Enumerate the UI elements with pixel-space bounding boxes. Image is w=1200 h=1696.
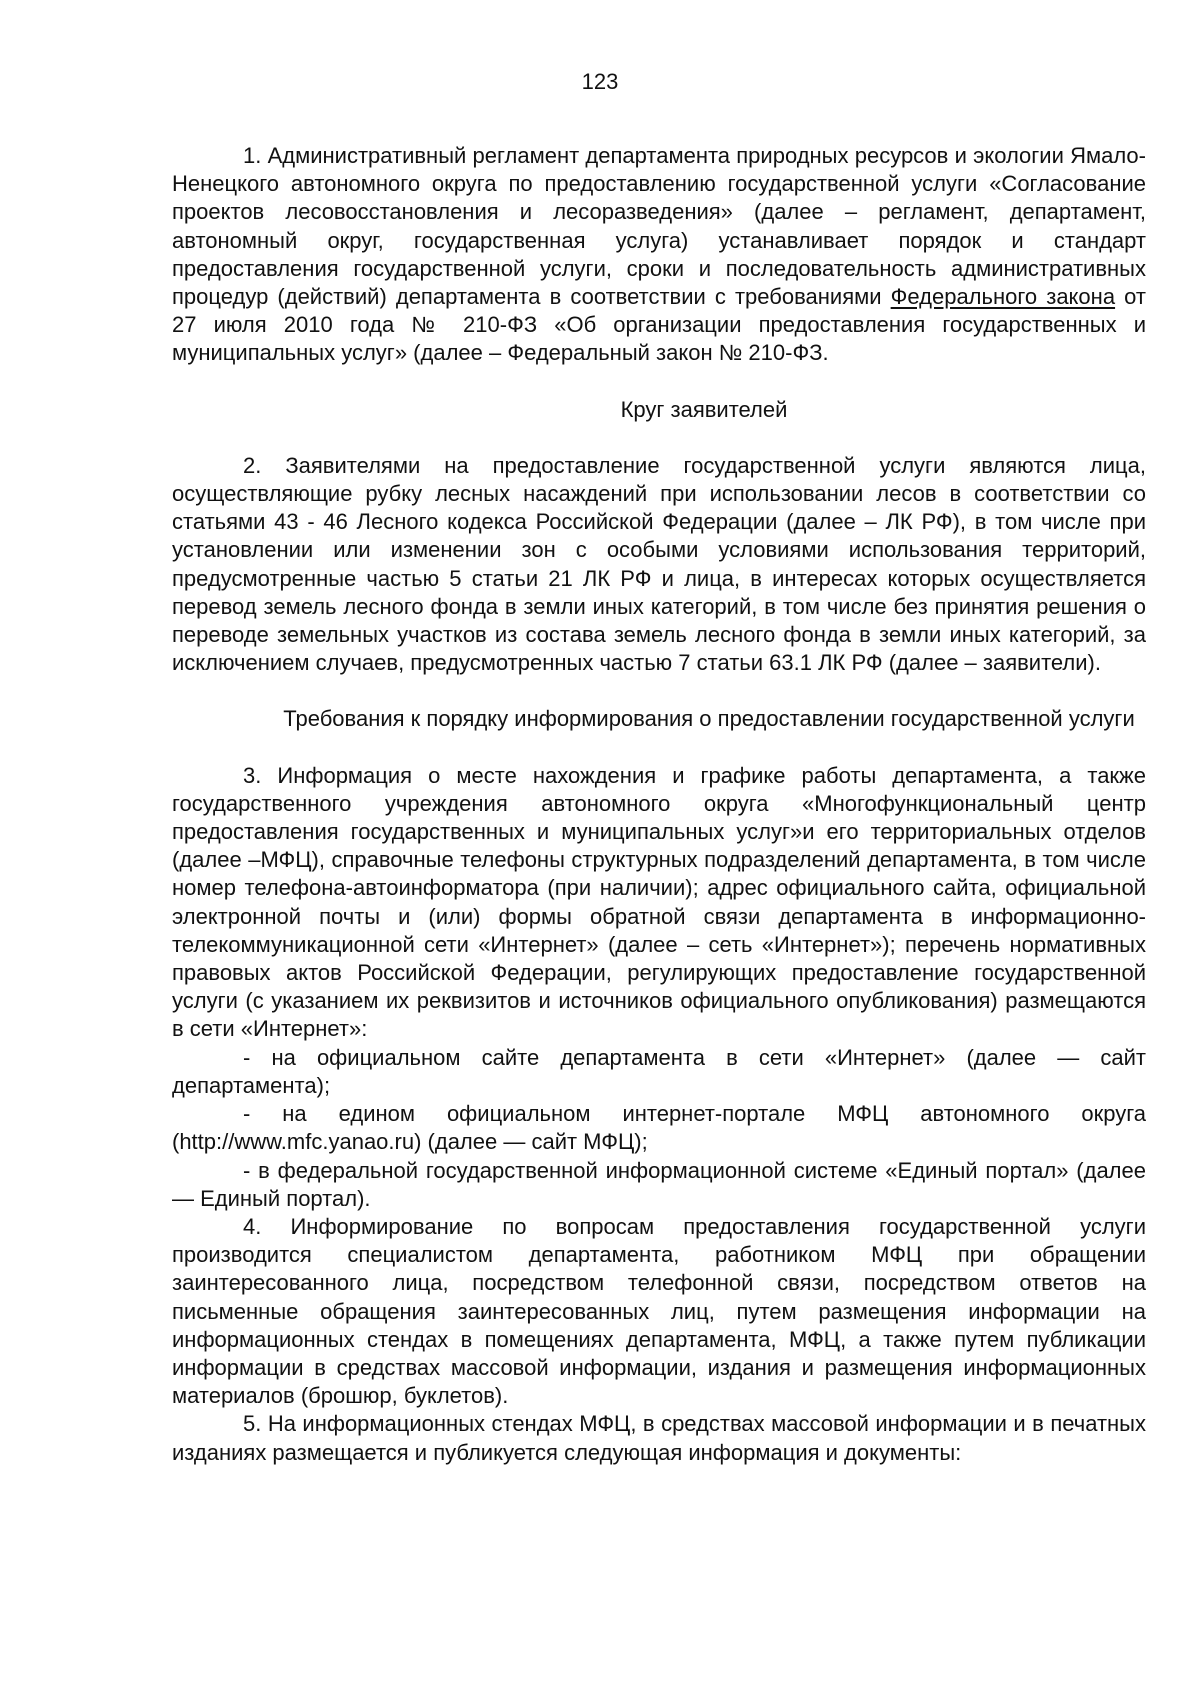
paragraph-2: 2. Заявителями на предоставление государственной услуги являются лица, осуществляющие рубку лесных насаждений при использовании лесов в соответствии со статьями 43 - 46 Лесного кодекса Российской Федерации (далее – ЛК РФ), в том числе при установлении или изменении зон с особыми условиями использования территорий, предусмотренные частью 5 статьи 21 ЛК РФ и лица, в интересах которых осуществляется перевод земель лесного фонда в земли иных категорий, в том числе без принятия решения о переводе земельных участков из состава земель лесного фонда в земли иных категорий, за исключением случаев, предусмотренных частью 7 статьи 63.1 ЛК РФ (далее – заявители). xyxy=(172,452,1146,676)
paragraph-4: 4. Информирование по вопросам предоставления государственной услуги производится специалистом департамента, работником МФЦ при обращении заинтересованного лица, посредством телефонной связи, посредством ответов на письменные обращения заинтересованных лиц, путем размещения информации на информационных стендах в помещениях департамента, МФЦ, а также путем публикации информации в средствах массовой информации, издания и размещения информационных материалов (брошюр, буклетов). xyxy=(172,1213,1146,1409)
document-body xyxy=(172,142,1146,1467)
list-item-department-site: - на официальном сайте департамента в сети «Интернет» (далее — сайт департамента); xyxy=(172,1044,1146,1098)
federal-law-link[interactable]: Федерального закона xyxy=(890,284,1116,310)
section-heading-information-requirements: Требования к порядку информирования о предоставлении государственной услуги xyxy=(283,706,1135,732)
page-number: 123 xyxy=(581,69,619,94)
section-heading-applicants: Круг заявителей xyxy=(620,396,788,422)
paragraph-1-text-end: от 27 июля 2010 года № 210-ФЗ «Об организации предоставления государственных и муниципальных услуг» (далее – Федеральный закон № 210-ФЗ. xyxy=(172,284,1146,366)
paragraph-1-text-start: 1. Административный регламент департамента природных ресурсов и экологии Ямало-Ненецкого автономного округа по предоставлению государственной услуги «Согласование проектов лесовосстановления и лесоразведения» (далее – регламент, департамент, автономный округ, государственная услуга) устанавливает порядок и стандарт предоставления государственной услуги, сроки и последовательность административных процедур (действий) департамента в соответствии с требованиями xyxy=(172,143,1146,310)
list-item-mfc-portal: - на едином официальном интернет-портале МФЦ автономного округа (http://www.mfc.yanao.ru) (далее — сайт МФЦ); xyxy=(172,1101,1146,1155)
paragraph-1 xyxy=(172,142,1146,368)
paragraph-5: 5. На информационных стендах МФЦ, в средствах массовой информации и в печатных изданиях размещается и публикуется следующая информация и документы: xyxy=(172,1411,1146,1465)
list-item-unified-portal: - в федеральной государственной информационной системе «Единый портал» (далее — Единый портал). xyxy=(172,1157,1146,1211)
paragraph-3: 3. Информация о месте нахождения и графике работы департамента, а также государственного учреждения автономного округа «Многофункциональный центр предоставления государственных и муниципальных услуг»и его территориальных отделов (далее –МФЦ), справочные телефоны структурных подразделений департамента, в том числе номер телефона-автоинформатора (при наличии); адрес официального сайта, официальной электронной почты и (или) формы обратной связи департамента в информационно-телекоммуникационной сети «Интернет» (далее – сеть «Интернет»); перечень нормативных правовых актов Российской Федерации, регулирующих предоставление государственной услуги (с указанием их реквизитов и источников официального опубликования) размещаются в сети «Интернет»: xyxy=(172,762,1146,1042)
